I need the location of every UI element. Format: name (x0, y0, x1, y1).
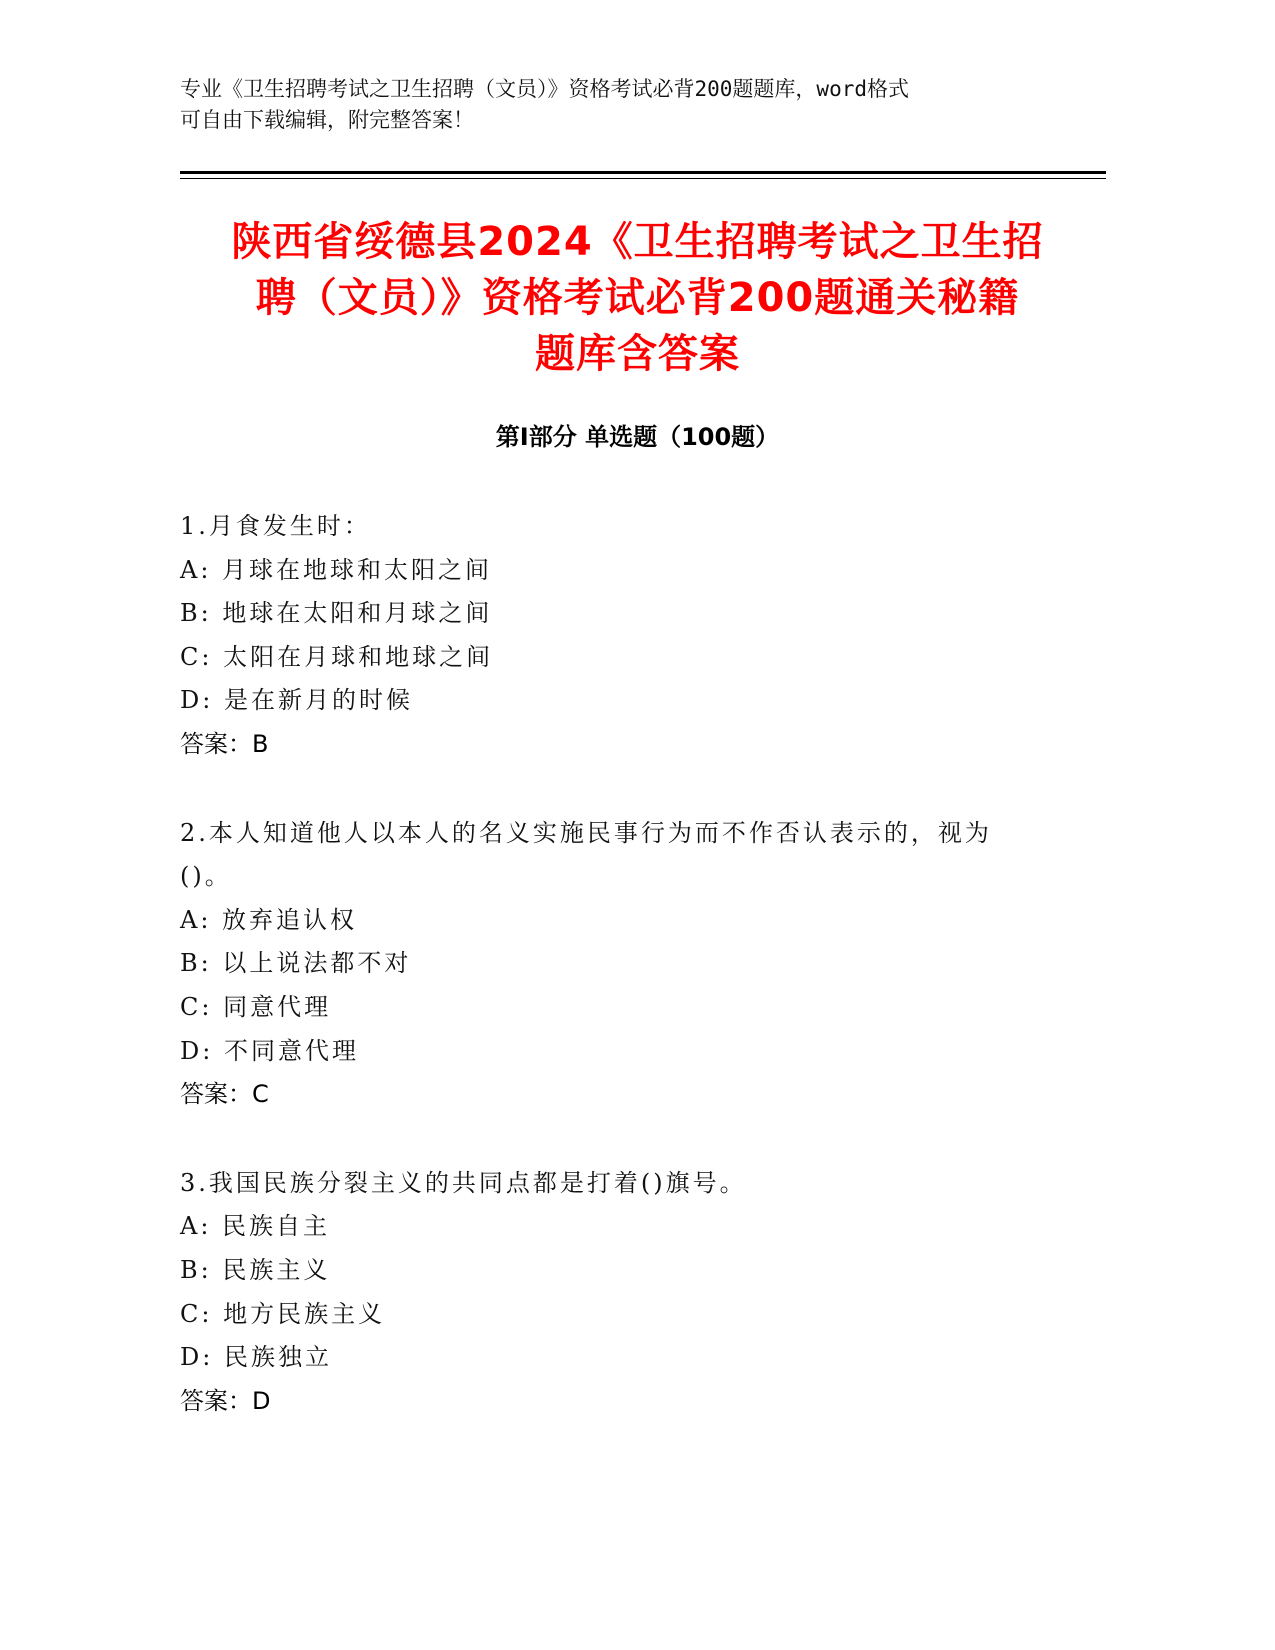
question-stem: 1.月食发生时： (180, 512, 371, 540)
option-b: B: 以上说法都不对 (180, 949, 412, 978)
option-a: A: 月球在地球和太阳之间 (180, 555, 493, 584)
document-title (180, 214, 1095, 382)
header-note-line-1: 专业《卫生招聘考试之卫生招聘（文员）》资格考试必背200题题库，word格式 (180, 77, 909, 101)
question-list (180, 505, 1040, 1468)
question-stem: 3.我国民族分裂主义的共同点都是打着()旗号。 (180, 1168, 747, 1197)
option-c: C: 地方民族主义 (180, 1299, 386, 1328)
document-title-line-3: 题库含答案 (535, 331, 740, 377)
document-title-line-2: 聘（文员）》资格考试必背200题通关秘籍 (255, 275, 1020, 321)
option-d: D: 不同意代理 (180, 1036, 359, 1065)
document-title-line-1: 陕西省绥德县2024《卫生招聘考试之卫生招 (231, 219, 1044, 265)
option-d: D: 民族独立 (180, 1343, 332, 1372)
option-b: B: 民族主义 (180, 1255, 331, 1284)
section-heading: 第Ⅰ部分 单选题（100题） (495, 423, 780, 451)
option-c: C: 同意代理 (180, 992, 332, 1021)
answer: 答案：D (180, 1386, 271, 1415)
answer: 答案：C (180, 1080, 269, 1109)
answer: 答案：B (180, 729, 269, 758)
header-divider-thin (180, 178, 1106, 179)
question-stem-continued: ()。 (180, 862, 232, 891)
question-1 (180, 505, 1040, 767)
header-note-line-2: 可自由下载编辑，附完整答案！ (180, 108, 474, 132)
option-d: D: 是在新月的时候 (180, 686, 413, 715)
header-divider-thick (180, 171, 1106, 174)
question-stem: 2.本人知道他人以本人的名义实施民事行为而不作否认表示的，视为 (180, 818, 992, 847)
header-note (180, 74, 1040, 136)
question-2 (180, 812, 1040, 1117)
option-a: A: 民族自主 (180, 1212, 331, 1241)
question-3 (180, 1162, 1040, 1424)
option-b: B: 地球在太阳和月球之间 (180, 599, 493, 628)
option-a: A: 放弃追认权 (180, 905, 358, 934)
option-c: C: 太阳在月球和地球之间 (180, 642, 494, 671)
